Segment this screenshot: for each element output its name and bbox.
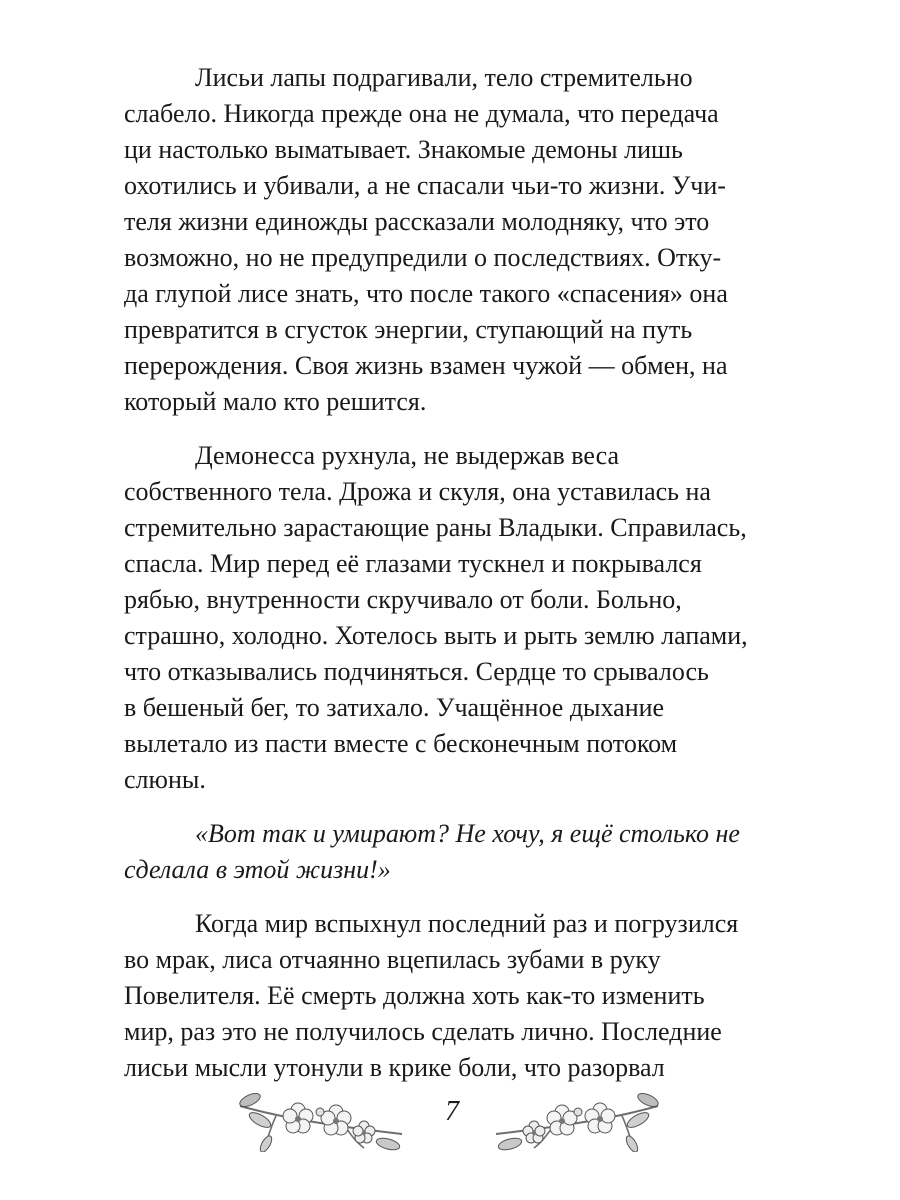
text-line: Когда мир вспыхнул последний раз и погрузился (195, 909, 739, 938)
text-line: спасла. Мир перед её глазами тускнел и покрывался (124, 549, 702, 578)
text-line: ци настолько выматывает. Знакомые демоны лишь (124, 135, 683, 164)
text-line: который мало кто решится. (124, 387, 427, 416)
body-text (124, 60, 764, 1104)
text-line: «Вот так и умирают? Не хочу, я ещё столько не (195, 819, 740, 848)
text-line: перерождения. Своя жизнь взамен чужой — обмен, на (124, 351, 728, 380)
text-line: лисьи мысли утонули в крике боли, что разорвал (124, 1053, 665, 1082)
paragraph-1 (124, 60, 764, 420)
text-line: сделала в этой жизни!» (124, 855, 391, 884)
paragraph-2 (124, 438, 764, 798)
cherry-blossom-branch-icon (492, 1090, 662, 1152)
text-line: мир, раз это не получилось сделать лично. Последние (124, 1017, 722, 1046)
text-line: слюны. (124, 765, 206, 794)
text-line: возможно, но не предупредили о последствиях. Отку- (124, 243, 722, 272)
text-line: Повелителя. Её смерть должна хоть как-то изменить (124, 981, 705, 1010)
paragraph-4 (124, 906, 764, 1086)
text-line: страшно, холодно. Хотелось выть и рыть землю лапами, (124, 621, 748, 650)
text-line: охотились и убивали, а не спасали чьи-то жизни. Учи- (124, 171, 726, 200)
text-line: теля жизни единожды рассказали молодняку, что это (124, 207, 710, 236)
text-line: рябью, внутренности скручивало от боли. Больно, (124, 585, 682, 614)
text-line: Демонесса рухнула, не выдержав веса (195, 441, 619, 470)
text-line: собственного тела. Дрожа и скуля, она уставилась на (124, 477, 711, 506)
text-line: да глупой лисе знать, что после такого «спасения» она (124, 279, 728, 308)
text-line: Лисьи лапы подрагивали, тело стремительно (195, 63, 693, 92)
text-line: превратится в сгусток энергии, ступающий на путь (124, 315, 693, 344)
text-line: стремительно зарастающие раны Владыки. Справилась, (124, 513, 747, 542)
text-line: слабело. Никогда прежде она не думала, что передача (124, 99, 719, 128)
text-line: что отказывались подчиняться. Сердце то срывалось (124, 657, 709, 686)
page-footer (0, 1090, 900, 1160)
text-line: вылетало из пасти вместе с бесконечным потоком (124, 729, 678, 758)
page-number: 7 (445, 1096, 459, 1127)
paragraph-3-italic-thought (124, 816, 764, 888)
text-line: во мрак, лиса отчаянно вцепилась зубами в руку (124, 945, 661, 974)
cherry-blossom-branch-icon (236, 1090, 406, 1152)
text-line: в бешеный бег, то затихало. Учащённое дыхание (124, 693, 665, 722)
